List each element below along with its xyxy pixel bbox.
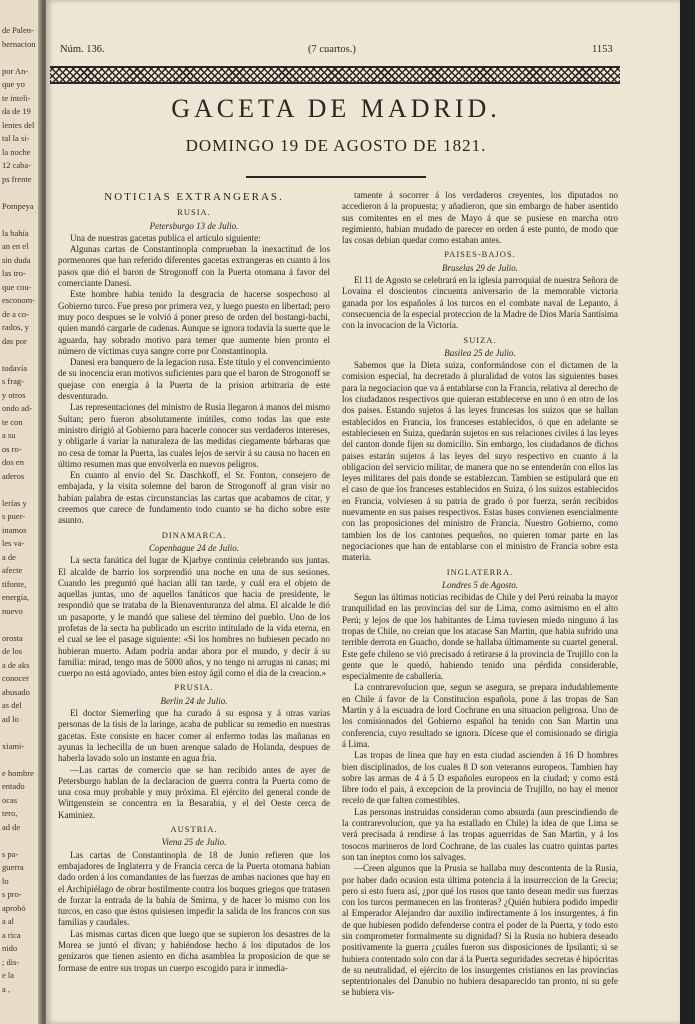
left-page-line: a de bbox=[2, 551, 16, 562]
left-page-line: e hombre bbox=[2, 767, 34, 778]
article-paragraph: Sabemos que la Dieta suiza, conformándose con el dictamen de la comision especial, ha decretado á pluralidad de votos las siguientes bases para la negociacion que va á entablarse con la Francia, relativa al derecho de los ciudadanos respectivos que quieran establecerse en uno ó en otro de los dos paises. Estando sujetos á las leyes francesas los suizos que se hallan establecidos en Francia, los franceses establecidos, ó que en adelante se estableciesen en Suiza, quedarán sujetos en sus relaciones civiles á las leyes del canton donde fijen su domicilio. Sin embargo, los ciudadanos de dichos paises estarán sujetos á las leyes del suyo respectivo en cuanto á la obligacion del servicio militar, de manera que no se entenderán con ellos las leyes militares del pais donde se establezcan. Tambien se estipulará que en el caso de que los franceses establecidos en Suiza, ó los suizos establecidos en Francia, volviesen á su patria de grado ó por fuerza, serán recibidos nuevamente en sus paises respectivos. Estas bases convienen esencialmente con las proposiciones del ministro de Francia. Nuestro Gobierno, como tambien los de los cantones pequeños, no quieren tomar parte en las negociaciones que han de entablarse con el ministro de Francia sobre esta materia. bbox=[342, 360, 618, 563]
left-page-line: orosta bbox=[2, 632, 23, 643]
left-page-line: esconom- bbox=[2, 295, 36, 305]
country-heading: DINAMARCA. bbox=[161, 529, 227, 540]
left-page-line: de a co- bbox=[2, 308, 29, 319]
left-page-line: por An- bbox=[2, 65, 29, 76]
left-page-line: bernacion bbox=[2, 38, 36, 49]
section-heading: NOTICIAS EXTRANGERAS. bbox=[104, 191, 284, 203]
left-page-line: dos en bbox=[2, 457, 24, 467]
left-page-line: lerías y bbox=[2, 497, 27, 508]
left-page-line: de los bbox=[2, 646, 23, 656]
article-paragraph: La contrarevolucion que, segun se asegura, se prepara indudablemente en Chile á favor de la Constitucion española, pone á las tropas de San Martin y á la escuadra de lord Cochrane en una situacion peligrosa. Uno de los comisionados del Gobierno español ha tenido con San Martin una conferencia, cuyo resultado se ignora. Dícese que el comisionado se dirigia á Lima. bbox=[342, 682, 618, 749]
left-page-line: te inteli- bbox=[2, 92, 31, 103]
left-page-line: ; dis- bbox=[2, 956, 20, 967]
left-page-line: ps frente bbox=[2, 173, 32, 184]
dateline: Copenhague 24 de Julio. bbox=[149, 542, 239, 553]
left-page-line: s frag- bbox=[2, 376, 24, 386]
article-paragraph: Las mismas cartas dicen que luego que se supieron los desastres de la Morea se juntó el divan; y habiéndose hecho á los diputados de los genízaros que tienen asiento en dicha asamblea la proposicion de que se formase de entre sus tropas un cuerpo escogido para ir inmedia- bbox=[58, 928, 330, 973]
left-page-line: a su bbox=[2, 430, 16, 440]
left-page-line: la bahía bbox=[2, 227, 29, 238]
left-page-line: y otros bbox=[2, 389, 26, 400]
left-page-line: entado bbox=[2, 781, 25, 791]
left-page-line: tero, bbox=[2, 808, 18, 818]
article-paragraph: Una de nuestras gacetas publica el artículo siguiente: bbox=[70, 232, 261, 243]
left-page-line: sin duda bbox=[2, 254, 31, 265]
article-paragraph: Este hombre habia tenido la desgracia de hacerse sospechoso al Gobierno turco. Fue preso por primera vez, y luego puesto en libertad; pero muy poco despues se le volvió á poner preso de orden del bostangi-bachi, quien mandó cargarle de cadenas. Aunque se ignora todavía la suerte que le aguarda, hay sobrado motivo para temer que aumente bien pronto el número de víctimas cuya sangre corre por Constantinopla. bbox=[58, 289, 330, 356]
left-page-line: que cou- bbox=[2, 281, 32, 292]
left-page-line: afecte bbox=[2, 565, 23, 575]
article-paragraph: El doctor Siemerling que ha curado á su esposa y á otras varias personas de la tisis de la laringe, acaba de publicar su remedio en nuestras gacetas. Este consiste en hacer comer al enfermo todas las mañanas en ayunas la lechecilla de un buen arenque salado de Holanda, despues de haberla lavado solo un instante en agua fria. bbox=[58, 708, 330, 764]
left-page-line: nuevo bbox=[2, 605, 23, 616]
left-page-line: os ro- bbox=[2, 443, 22, 454]
left-page-line: aderos bbox=[2, 470, 25, 481]
left-page-line: a rica bbox=[2, 929, 21, 940]
left-page-line: s puer- bbox=[2, 511, 26, 521]
country-heading: RUSIA. bbox=[177, 207, 211, 218]
left-page-line: a al bbox=[2, 916, 15, 926]
left-page-line: lentes del bbox=[2, 119, 35, 130]
price: (7 cuartos.) bbox=[308, 44, 356, 55]
background-edge bbox=[680, 0, 695, 1024]
left-page-line: ad lo bbox=[2, 713, 19, 724]
left-page-line: e la bbox=[2, 970, 15, 980]
newspaper-title: GACETA DE MADRID. bbox=[171, 94, 501, 123]
left-page-line: tal la si- bbox=[2, 133, 30, 143]
dateline: Berlin 24 de Julio. bbox=[160, 695, 228, 706]
left-page-line: an en el bbox=[2, 241, 29, 251]
dateline: Londres 5 de Agosto. bbox=[441, 579, 518, 590]
right-column bbox=[342, 190, 618, 999]
article-paragraph: Danesi era banquero de la legacion rusa. Este título y el convencimiento de su inocencia eran motivos suficientes para que el baron de Strogonoff se quejase con energía á la Puerta de la prision arbitraria de este desventurado. bbox=[58, 357, 330, 402]
left-page-line: la noche bbox=[2, 146, 31, 157]
left-page-line: as del bbox=[2, 700, 22, 710]
left-page-line: guerra bbox=[2, 862, 24, 872]
article-paragraph: El 11 de Agosto se celebrará en la iglesia parroquial de nuestra Señora de Lovaina el doscientos cincuenta aniversario de la memorable victoria ganada por los españoles á los turcos en el combate naval de Lepanto, á consecuencia de la especial proteccion de la Madre de Dios María Santísima con la invocacion de la Victoria. bbox=[342, 275, 618, 331]
country-heading: AUSTRIA. bbox=[170, 824, 218, 835]
article-paragraph: Las tropas de línea que hay en esta ciudad ascienden á 16 D hombres bien disciplinados, de los cuales 8 D son veteranos europeos. Tambien hay sobre las armas de 4 á 5 D españoles europeos en la ciudad; y como está libre todo el pais, á excepcion de la provincia de Trujillo, no hay el menor recelo de que falten comestibles. bbox=[342, 750, 618, 806]
dateline: Petersburgo 13 de Julio. bbox=[149, 220, 239, 231]
article-paragraph: —Creen algunos que la Prusia se hallaba muy descontenta de la Rusia, por haber dado ocasion esta última potencia á la insurreccion de la Grecia; pero si esto fuera así, ¿por qué los rusos que tanto desean medir sus fuerzas con los turcos permanecen en las fronteras? ¿Quién hubiera podido impedir al Emperador Alejandro dar auxilio indirectamente á los insurgentes, á fin de que hubiesen podido defenderse contra el poder de la Puerta, y todo esto sin comprometer formalmente su dignidad? Si la Rusia no hubiera deseado positivamente la guerra ¿cuáles fueron sus disposiciones de Ipsilanti; si se hubiera contentado solo con dar á la Puerta seguridades secretas é hipócritas de su neutralidad, el ejército de los insurgentes cristianos en las provincias septentrionales del Danubio no hubiera desaparecido tan pronto, ni su gefe se hubiera vis- bbox=[342, 863, 618, 998]
left-page-line: conocer bbox=[2, 673, 29, 683]
issue-date: DOMINGO 19 DE AGOSTO DE 1821. bbox=[185, 136, 487, 155]
article-paragraph: —Las cartas de comercio que se han recibido antes de ayer de Petersburgo hablan de la declaracion de guerra contra la Puerta como de una cosa muy probable y muy próxima. El ejército del general conde de Wittgenstein se concentra en la Besarabia, y el del Oeste cerca de Kaminiez. bbox=[58, 764, 330, 820]
left-page-line: nido bbox=[2, 943, 18, 953]
country-heading: SUIZA. bbox=[463, 334, 497, 345]
left-page-line: ondo ad- bbox=[2, 403, 32, 413]
left-page-line: de Palen- bbox=[2, 25, 34, 35]
left-page-line: 12 caba- bbox=[2, 160, 32, 170]
dateline: Basilea 25 de Julio. bbox=[444, 347, 516, 358]
left-page-line: da de 19 bbox=[2, 106, 31, 116]
article-paragraph: Algunas cartas de Constantinopla comprueban la inexactitud de los pormenores que han referido diferentes gacetas extrangeras en cuanto á los pasos que dió el baron de Strogonoff con la Puerta otomana á favor del comerciante Danesi. bbox=[58, 244, 330, 289]
left-page-line: lo bbox=[2, 875, 9, 886]
article-paragraph: Segun las últimas noticias recibidas de Chile y del Perú reinaba la mayor tranquilidad en las provincias del sur de Lima, como asimismo en el alto Perú; y lejos de que los habitantes de Lima tuviesen miedo ninguno á las tropas de Chile, no creian que los atacase San Martin, que habia sufrido una terrible derrota en Guacho, donde se hallaba últimamente su cuartel general. Este gefe chileno se vió precisado á retirarse á la provincia de Trujillo con la gente que le quedó, habiendo tenido una pérdida considerable, especialmente de caballería. bbox=[342, 592, 618, 682]
left-page-line: s pro- bbox=[2, 889, 22, 899]
left-page-line: ocas bbox=[2, 794, 18, 805]
left-page-line: energía, bbox=[2, 592, 29, 602]
ornamental-border bbox=[50, 66, 620, 84]
dateline: Bruselas 29 de Julio. bbox=[442, 262, 518, 273]
left-page-line: a de aks bbox=[2, 659, 30, 670]
article-paragraph: Las personas instruidas consideran como absurda (aun prescindiendo de la contrarevolucion, que ya ha estallado en Chile) la idea de que Lima se verá precisada á rendirse á las tropas aguerridas de San Martin, y á los tosocos marineros de lord Cochrane, de las cuales las cuatro quintas partes son tan ineptos como los salvages. bbox=[342, 806, 618, 862]
title-rule bbox=[246, 176, 426, 178]
newspaper-page bbox=[46, 0, 680, 1024]
article-paragraph: Las representaciones del ministro de Rusia llegaron á manos del mismo Sultan; pero fueron absolutamente inútiles, como todas las que este ministro dirigió al Gobierno para hacerle conocer sus verdaderos intereses, y obligarle á variar la naturaleza de las medidas ciegamente bárbaras que no cesa de tomar la Puerta, las cuales lejos de servir á su causa no hacen en último resumen mas que envolverla en nuevos peligros. bbox=[58, 402, 330, 469]
article-paragraph: Las cartas de Constantinopla de 18 de Junio refieren que los embajadores de Inglaterra y de Francia cerca de la Puerta otomana habian dado orden á los comandantes de las fuerzas de ambas naciones que hay en el Archipiélago de obrar hostilmente contra los buques griegos que tratasen de forzar la entrada de la bahía de Smirna, y de hacer lo mismo con los turcos, en caso que éstos quisiesen impedir la salida de los francos con sus familias y caudales. bbox=[58, 849, 330, 928]
page-number: 1153 bbox=[592, 44, 613, 55]
country-heading: INGLATERRA. bbox=[446, 566, 514, 577]
left-page-line: aprobó bbox=[2, 902, 26, 913]
left-page-line: abusado bbox=[2, 686, 30, 697]
left-page-line: das por bbox=[2, 335, 27, 346]
left-page-line: s pa- bbox=[2, 848, 19, 859]
issue-number: Núm. 136. bbox=[60, 44, 105, 55]
left-page-line: a , bbox=[2, 983, 11, 994]
country-heading: PRUSIA. bbox=[174, 682, 214, 693]
left-page-line: tifonte, bbox=[2, 578, 27, 589]
dateline: Viena 25 de Julio. bbox=[161, 837, 227, 848]
left-page-line: les va- bbox=[2, 538, 25, 548]
article-paragraph: tamente á socorrer á los verdaderos creyentes, los diputados no accedieron á la propuesta; y añadieron, que sin embargo de haber asentido sus comitentes en el mes de Mayo á que se pusiese en marcha otro regimiento, habian mudado de parecer en orden á este punto, de modo que las cosas debian quedar como estaban antes. bbox=[342, 190, 618, 246]
article-paragraph: La secta fanática del lugar de Kjarbye continúa celebrando sus juntas. El alcalde de barrio los sorprendió una noche en una de sus sesiones. Cuando les preguntó qué hacian allí tan tarde, y cuál era el objeto de aquellas juntas, uno de aquellos fanáticos que hacia de presidente, le respondió que se trataba de la Bienaventuranza del alma. El alcalde le dió un pasaporte, y le mandó que saliese del término del pueblo. Uno de los profetas de la secta ha publicado un escrito intitulado de la vida eterna, en el cual se lee el pasage siguiente: «Si los hombres no hubiesen pecado no hubieran muerto. Adam podria andar ahora por el mundo, y decir á su familia: mirad, tengo mas de 5000 años, y no tengo ni arrugas ni canas; mi cuerpo no está agoviado, antes bien estoy ágil como el dia de la creacion.» bbox=[58, 555, 330, 679]
left-column bbox=[58, 190, 330, 974]
left-page-line: ad de bbox=[2, 821, 21, 832]
left-page-line: Pompeya bbox=[2, 200, 34, 211]
article-paragraph: En cuanto al envío del Sr. Daschkoff, el Sr. Fonton, consejero de embajada, y la visita solemne del baron de Strogonoff al gran visir no habian palabra de estas circunstancias las cartas que acabamos de citar, y creemos que carece de fundamento todo cuanto se ha dicho sobre este asunto. bbox=[58, 470, 330, 526]
left-page-line: xiami- bbox=[2, 740, 25, 751]
left-page-line: inamos bbox=[2, 524, 27, 535]
left-page-line: que yo bbox=[2, 79, 25, 89]
left-page-line: rados, y bbox=[2, 322, 29, 332]
left-page-line: todavía bbox=[2, 362, 28, 373]
left-page-line: las tro- bbox=[2, 268, 26, 278]
left-page-line: te con bbox=[2, 416, 23, 427]
country-heading: PAISES-BAJOS. bbox=[444, 249, 516, 260]
